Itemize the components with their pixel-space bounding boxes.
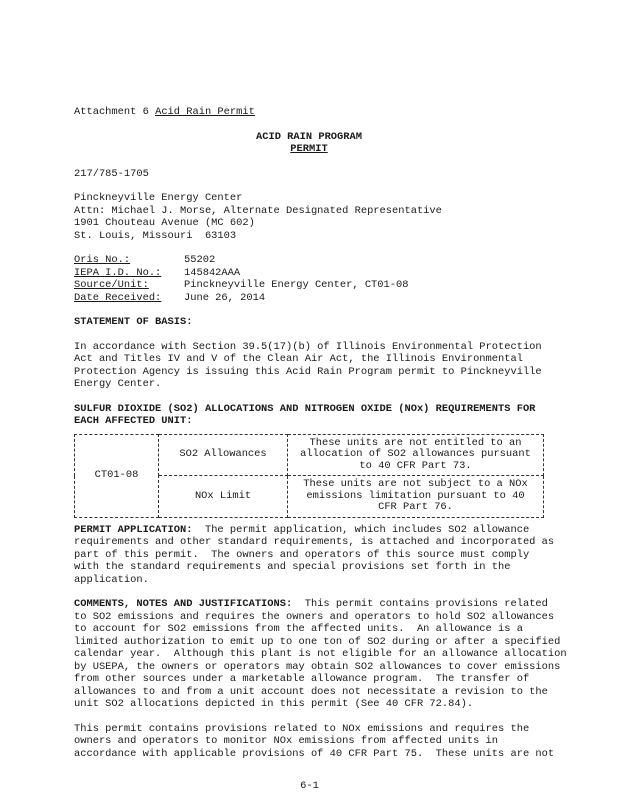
permit-title: PERMIT bbox=[290, 143, 328, 155]
allocation-heading-line: SULFUR DIOXIDE (SO2) ALLOCATIONS AND NITROGEN OXIDE (NOx) REQUIREMENTS FOR bbox=[74, 402, 536, 415]
nox-line: This permit contains provisions related to NOx emissions and requires the bbox=[74, 722, 530, 735]
requirement-type-cell: NOx Limit bbox=[159, 476, 288, 518]
application-line: application. bbox=[74, 573, 149, 586]
id-row bbox=[74, 267, 544, 280]
requirement-type-cell: SO2 Allowances bbox=[159, 434, 288, 476]
nox-line: accordance with applicable provisions of 40 CFR Part 75. These units are not bbox=[74, 747, 555, 760]
comments-line: from other sources under a marketable allowance program. The transfer of bbox=[74, 673, 530, 685]
requirement-text-cell: These units are not subject to a NOx emissions limitation pursuant to 40 CFR Part 76. bbox=[288, 476, 544, 518]
comments-line: limited authorization to emit up to one ton of SO2 during or after a specified bbox=[74, 635, 561, 648]
address-line: St. Louis, Missouri 63103 bbox=[74, 229, 237, 242]
id-row bbox=[74, 279, 544, 292]
statement-line: Energy Center. bbox=[74, 378, 162, 390]
comments-line: calendar year. Although this plant is not eligible for an allowance allocation bbox=[74, 648, 567, 660]
application-line: requirements and other standard requirements, is attached and incorporated as bbox=[74, 536, 555, 548]
comments-line: unit SO2 allocations depicted in this permit (See 40 CFR 72.84). bbox=[74, 698, 474, 710]
statement-line: Protection Agency is issuing this Acid Rain Program permit to Pinckneyville bbox=[74, 365, 542, 378]
comments-line: by USEPA, the owners or operators may obtain SO2 allowances to cover emissions bbox=[74, 660, 561, 673]
address-block bbox=[74, 192, 544, 242]
comments-heading: COMMENTS, NOTES AND JUSTIFICATIONS: bbox=[74, 598, 293, 610]
statement-heading: STATEMENT OF BASIS: bbox=[74, 316, 193, 328]
comments-line: to SO2 emissions and requires the owners and operators to hold SO2 allowances bbox=[74, 610, 555, 623]
address-line: Attn: Michael J. Morse, Alternate Designated Representative bbox=[74, 204, 442, 217]
comments-first-line bbox=[74, 598, 548, 611]
id-label: Oris No.: bbox=[74, 254, 131, 266]
application-line: with the standard requirements and special provisions set forth in the bbox=[74, 561, 511, 573]
id-row bbox=[74, 292, 544, 305]
id-value: 145842AAA bbox=[184, 266, 241, 279]
comments-line: allowances to and from a unit account does not necessitate a revision to the bbox=[74, 685, 548, 698]
id-label: Source/Unit: bbox=[74, 279, 149, 291]
requirement-text-cell: These units are not entitled to an allocation of SO2 allowances pursuant to 40 CFR Part 73. bbox=[288, 434, 544, 476]
document-page bbox=[74, 106, 567, 760]
id-value: 55202 bbox=[184, 254, 216, 266]
comments-line: to account for SO2 emissions from the affected units. An allowance is a bbox=[74, 623, 523, 635]
id-label: Date Received: bbox=[74, 291, 162, 304]
attachment-heading bbox=[74, 106, 544, 119]
id-value: Pinckneyville Energy Center, CT01-08 bbox=[184, 279, 409, 291]
allocation-table bbox=[74, 434, 544, 518]
statement-line: In accordance with Section 39.5(17)(b) of Illinois Environmental Protection bbox=[74, 340, 542, 353]
application-heading: PERMIT APPLICATION: bbox=[74, 523, 193, 536]
id-label: IEPA I.D. No.: bbox=[74, 266, 162, 279]
address-line: 1901 Chouteau Avenue (MC 602) bbox=[74, 217, 255, 229]
attachment-prefix: Attachment 6 bbox=[74, 106, 149, 118]
program-title: ACID RAIN PROGRAM bbox=[255, 130, 362, 143]
id-row bbox=[74, 254, 544, 267]
reference-number: 217/785-1705 bbox=[74, 167, 149, 180]
application-line: The permit application, which includes SO2 allowance bbox=[192, 523, 530, 536]
comments-line: This permit contains provisions related bbox=[292, 598, 548, 610]
allocation-heading-line: EACH AFFECTED UNIT: bbox=[74, 415, 193, 427]
statement-paragraph bbox=[74, 341, 544, 391]
application-paragraph bbox=[74, 523, 555, 587]
application-first-line bbox=[74, 524, 544, 537]
comments-paragraph bbox=[74, 598, 567, 711]
id-value: June 26, 2014 bbox=[184, 291, 266, 304]
nox-line: owners and operators to monitor NOx emissions from affected units in bbox=[74, 735, 499, 747]
attachment-title: Acid Rain Permit bbox=[155, 106, 255, 118]
id-block bbox=[74, 254, 544, 304]
unit-cell: CT01-08 bbox=[75, 434, 159, 517]
table-row bbox=[75, 434, 544, 476]
address-line: Pinckneyville Energy Center bbox=[74, 192, 243, 204]
nox-paragraph bbox=[74, 722, 555, 761]
statement-line: Act and Titles IV and V of the Clean Air Act, the Illinois Environmental bbox=[74, 353, 523, 365]
application-line: part of this permit. The owners and operators of this source must comply bbox=[74, 548, 530, 561]
page-number: 6-1 bbox=[300, 780, 319, 792]
